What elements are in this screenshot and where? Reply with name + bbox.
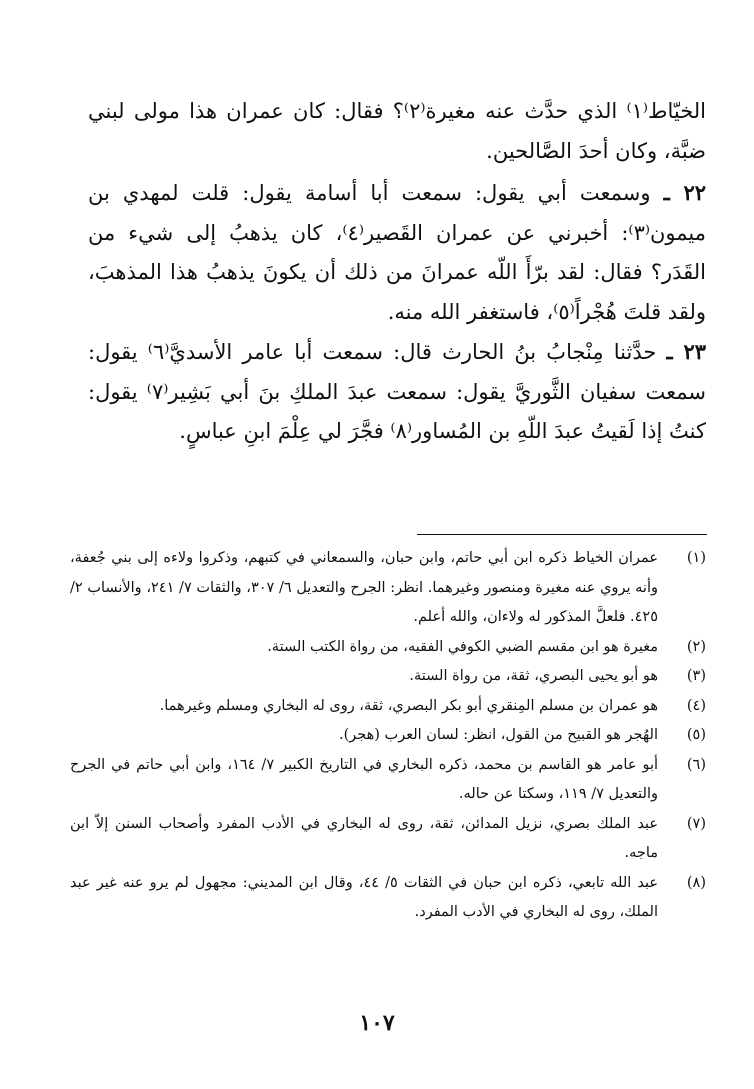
page-number: ١٠٧ xyxy=(359,1010,395,1036)
footnote-number: (٤) xyxy=(686,697,706,714)
footnote xyxy=(70,544,706,633)
paragraph-number: ٢٢ ـ xyxy=(663,180,706,205)
footnote xyxy=(70,662,706,692)
paragraph-text: حدَّثنا مِنْجابُ بنُ الحارث قال: سمعت أبا عامر الأسديَّ⁽٦⁾ يقول: سمعت سفيان الثَّوريَّ يقول: سمعت عبدَ الملكِ بنَ أبي بَشِير⁽٧⁾ يقول: كنتُ إذا لَقيتُ عبدَ اللّهِ بن المُساور⁽٨⁾ فجَّرَ لي عِلْمَ ابنِ عباسٍ. xyxy=(88,340,707,443)
footnote-number: (٥) xyxy=(686,727,706,743)
footnote xyxy=(70,810,706,869)
footnote-text: هو عمران بن مسلم المِنقري أبو بكر البصري، ثقة، روى له البخاري ومسلم وغيرهما. xyxy=(159,697,658,714)
footnote-number: (٣) xyxy=(686,668,706,684)
paragraph-continuation xyxy=(88,92,706,171)
footnote-number: (٢) xyxy=(686,638,706,655)
footnote-separator xyxy=(417,534,707,535)
footnote-text: عبد الملك بصري، نزيل المدائن، ثقة، روى له البخاري في الأدب المفرد وأصحاب السنن إلاّ ابن ماجه. xyxy=(70,815,658,861)
footnote-number: (٧) xyxy=(686,815,706,832)
footnote-text: هو أبو يحيى البصري، ثقة، من رواة الستة. xyxy=(409,668,658,684)
footnote-text: عبد الله تابعي، ذكره ابن حبان في الثقات ٥/ ٤٤، وقال ابن المديني: مجهول لم يرو عنه غير عبد الملك، روى له البخاري في الأدب المفرد. xyxy=(70,874,658,920)
paragraph-text: وسمعت أبي يقول: سمعت أبا أسامة يقول: قلت لمهدي بن ميمون⁽٣⁾: أخبرني عن عمران القَصير⁽٤⁾، كان يذهبُ إلى شيء من القَدَر؟ فقال: لقد برّأَ اللّه عمرانَ من ذلك أن يكونَ يذهبُ هذا المذهبَ، ولقد قلتَ هُجْراً⁽٥⁾، فاستغفر الله منه. xyxy=(88,181,706,324)
footnote-text: مغيرة هو ابن مقسم الضبي الكوفي الفقيه، من رواة الكتب الستة. xyxy=(267,638,658,655)
footnote-text: عمران الخياط ذكره ابن أبي حاتم، وابن حبان، والسمعاني في كتبهم، وذكروا ولاءه إلى بني جُعفة، وأنه يروي عنه مغيرة ومنصور وغيرهما. انظر: الجرح والتعديل ٦/ ٣٠٧، والثقات ٧/ ٢٤١، والأنساب ٢/ ٤٢٥. فلعلَّ المذكور له ولاءان، والله أعلم. xyxy=(70,550,658,625)
main-text xyxy=(88,92,706,452)
footnote-number: (٦) xyxy=(686,756,706,773)
paragraph-23 xyxy=(88,332,706,452)
footnotes xyxy=(70,544,706,928)
footnote-text: أبو عامر هو القاسم بن محمد، ذكره البخاري في التاريخ الكبير ٧/ ١٦٤، وابن أبي حاتم في الجرح والتعديل ٧/ ١١٩، وسكتا عن حاله. xyxy=(70,756,659,802)
footnote xyxy=(70,751,706,810)
paragraph-number: ٢٣ ـ xyxy=(666,339,706,364)
paragraph-text: الخيّاط⁽١⁾ الذي حدَّث عنه مغيرة⁽٢⁾؟ فقال: كان عمران هذا مولى لبني ضبَّة، وكان أحدَ الصَّالحين. xyxy=(88,99,706,163)
footnote xyxy=(70,692,706,722)
footnote-number: (٨) xyxy=(686,874,706,891)
footnote-number: (١) xyxy=(686,550,706,566)
footnote xyxy=(70,633,706,663)
footnote-text: الهُجر هو القبيح من القول، انظر: لسان العرب (هجر). xyxy=(339,727,658,743)
footnote xyxy=(70,869,706,928)
footnote xyxy=(70,721,706,751)
paragraph-22 xyxy=(88,173,706,332)
